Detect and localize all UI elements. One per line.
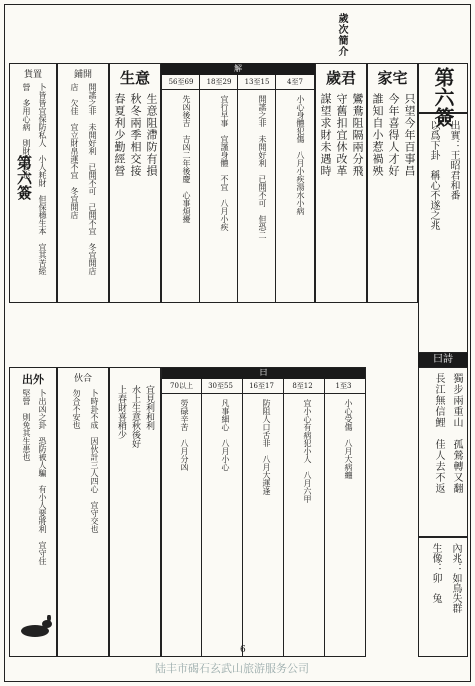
chu-shi-text: 出實：王昭君和番: [448, 120, 459, 200]
poem-heading: 曰詩: [418, 353, 468, 367]
upper-cell-3: 宜行早事 宜謹身體 不宜 八月小疾: [220, 95, 229, 231]
lower-cell-5: 勞碌辛苦 八月分凶: [180, 399, 189, 471]
jia-zhai-3: 誰知自小惹禍殃: [371, 93, 384, 177]
partner-cell-1: 卜時卦不成 因伙計三人四心 宜守交也: [90, 389, 99, 533]
travel-cell-2: 堅營 則免其生患也: [22, 389, 31, 461]
watermark: 陆丰市碣石玄武山旅游服务公司: [155, 662, 309, 675]
sheng-yi-1: 生意阻滯防有損: [145, 93, 158, 177]
sheng-yi-3: 春夏利少勤經營: [113, 93, 126, 177]
upper-cell-4: 先凶後吉 吉凶二年後慶 心事煩擾: [182, 95, 191, 223]
poem-line-1: 獨步兩重山 孤鶯轉又翻: [451, 373, 462, 494]
upper-cell-1: 小心身體犯傷 八月小疾湯水小病: [296, 95, 305, 215]
lower-col-line-1: [201, 379, 202, 657]
sui-jun-1: 鸞鴦阻隔兩分飛: [351, 93, 364, 177]
travel-label: 出外: [22, 373, 44, 386]
lower-sheng-3: 上春財喜稍少: [116, 385, 126, 439]
shop-cell-1: 開謠之非 未開好利 已開不可 己開不宜 冬宜開店: [88, 83, 97, 275]
chu-shi-sub: 以爲下卦 稱心不遂之兆: [428, 120, 439, 230]
fortune-page: [4, 4, 471, 682]
age-col-line-3: [275, 75, 276, 303]
age-header-line: [161, 89, 315, 90]
lower-cell-3: 防阻人口舌非 八月大運逢: [262, 399, 271, 495]
sui-jun-3: 謀望求財未遇時: [319, 93, 332, 177]
lower-age-header-4: 8至12: [292, 382, 313, 390]
age-col-line-2: [237, 75, 238, 303]
lower-cell-1: 小心受傷 八月大病纏: [344, 399, 353, 479]
jia-zhai-1: 只望今年百事昌: [403, 93, 416, 177]
nei-zhao: 內兆：如鳥失群: [450, 543, 461, 613]
sheng-xiang: 生像：卯 兔: [430, 543, 441, 603]
upper-cell-2: 開謠之非 未開好利 已開不可 但恐二: [258, 95, 267, 239]
sheng-yi-2: 秋冬兩季相交接: [129, 93, 142, 177]
left-title: 第六簽: [15, 155, 33, 200]
lower-sheng-2: 水上生意秋後好: [130, 385, 140, 448]
travel-box: [9, 367, 57, 657]
sui-jun-label: 歲君: [325, 69, 356, 87]
partner-box: [57, 367, 109, 657]
shop-cell-2: 店 欠佳 宜立財帛運不宜 冬宜開店: [70, 83, 79, 219]
lower-age-header-5: 1至3: [335, 382, 352, 390]
goods-cell-2: 營 多用心病 則財利安也: [22, 83, 31, 179]
goods-label: 貨置: [23, 70, 42, 80]
jia-zhai-2: 今年喜得人才好: [387, 93, 400, 177]
age-header-2: 18至29: [206, 78, 232, 86]
lower-age-header-line: [161, 393, 366, 394]
lower-col-line-2: [242, 379, 243, 657]
partner-label: 伙合: [73, 374, 92, 384]
shop-label: 鋪開: [73, 70, 92, 80]
rabbit-icon: [15, 615, 55, 639]
jia-zhai-label: 家宅: [377, 69, 408, 87]
lower-age-header-2: 30至55: [208, 382, 233, 390]
story-heading: 歲次簡介: [336, 13, 347, 57]
lower-col-line-4: [324, 379, 325, 657]
age-header-3: 13至15: [244, 78, 270, 86]
lower-cell-2: 宜小心有病犯小人 八月六甲: [303, 399, 312, 503]
page-number: 6: [240, 645, 246, 655]
poem-line-2: 長江無信鯉 佳人去不返: [433, 373, 444, 494]
chu-shi-box: [418, 113, 468, 353]
lower-col-line-3: [283, 379, 284, 657]
lower-jie-label: 曰: [161, 367, 366, 379]
upper-jie-label: 解: [161, 63, 315, 75]
sheng-yi-label: 生意: [119, 69, 150, 87]
goods-cell-1: 卜皆皆宜保防私人 小人耗財 但保穩生本 宜其苦經: [38, 83, 47, 275]
age-col-line-1: [199, 75, 200, 303]
lower-cell-4: 凡事細心 八月小心: [221, 399, 230, 471]
signature-number: 第六簽: [431, 67, 455, 127]
travel-cell-1: 卜出凶之卦 恐防被人騙 有小人要將利 宜守住: [38, 389, 47, 565]
age-header-4: 4至7: [287, 78, 303, 86]
partner-cell-2: 勿合不安也: [72, 389, 81, 429]
lower-age-header-1: 70以上: [170, 382, 193, 390]
sui-jun-2: 守舊扣宜休改革: [335, 93, 348, 177]
shop-box: [57, 63, 109, 303]
lower-age-header-3: 16至17: [249, 382, 274, 390]
lower-sheng-1: 宜見利和利: [144, 385, 154, 430]
age-header-1: 56至69: [168, 78, 194, 86]
